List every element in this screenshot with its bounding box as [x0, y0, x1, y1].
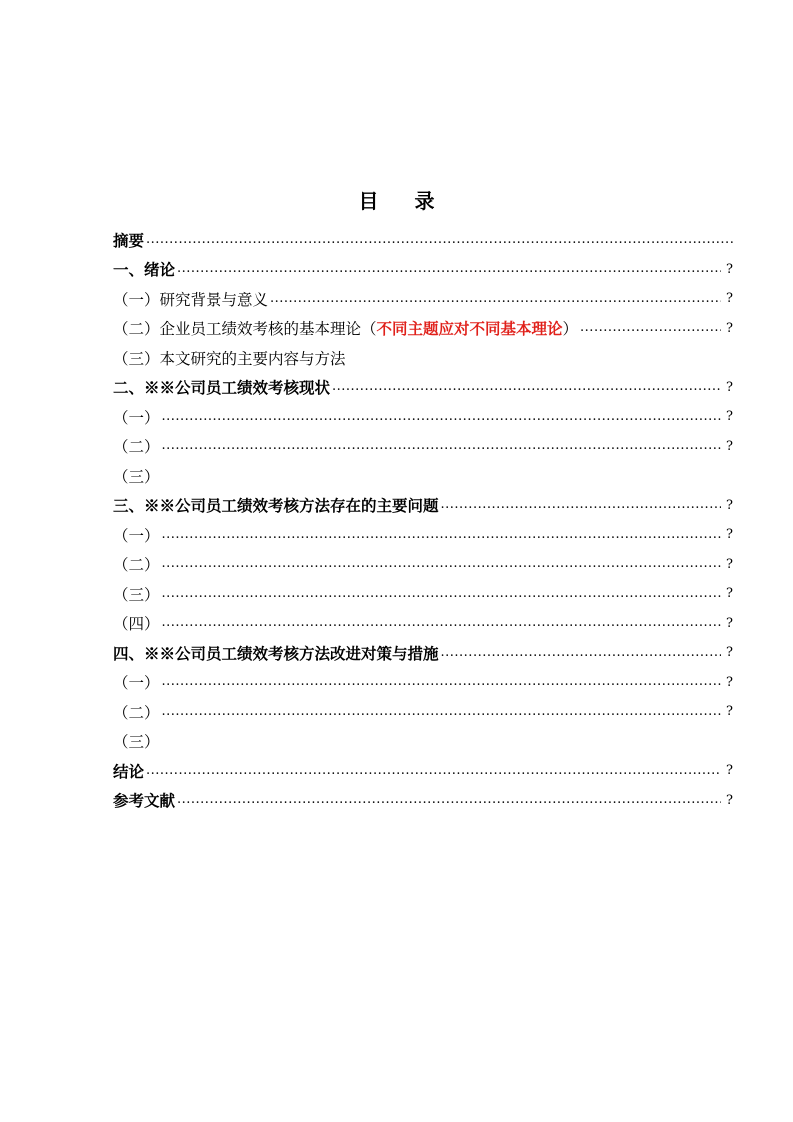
- dot-leader: [332, 378, 721, 394]
- toc-entry-text: [113, 671, 160, 693]
- toc-page-number: ?: [726, 527, 733, 543]
- dot-leader: [162, 555, 721, 571]
- toc-entry[interactable]: [113, 638, 733, 668]
- toc-page-number: ?: [726, 291, 733, 307]
- toc-entry-label: （三）本文研究的主要内容与方法: [113, 349, 346, 368]
- table-of-contents: [113, 225, 733, 815]
- toc-entry-label: 参考文献: [113, 791, 176, 811]
- toc-entry-label: （二）: [113, 703, 160, 722]
- toc-title: [0, 185, 793, 214]
- toc-entry-text: [113, 465, 160, 487]
- toc-entry-label: （一）: [113, 674, 160, 693]
- toc-entry-label: 摘要: [113, 230, 145, 250]
- dot-leader: [441, 643, 721, 659]
- toc-page-number: ?: [726, 763, 733, 779]
- toc-entry-highlight: 不同主题应对不同基本理论: [376, 319, 563, 339]
- dot-leader: [162, 702, 721, 718]
- toc-page-number: ?: [726, 379, 733, 395]
- toc-entry-label: （一）研究背景与意义: [113, 290, 269, 309]
- toc-entry-text: [113, 553, 160, 575]
- toc-entry-label: （四）: [113, 615, 160, 634]
- toc-entry-label: （三）: [113, 467, 160, 486]
- toc-entry-text: [113, 789, 175, 811]
- toc-entry[interactable]: [113, 314, 733, 344]
- toc-entry-text: [113, 229, 144, 251]
- toc-entry[interactable]: [113, 284, 733, 314]
- toc-page-number: ?: [726, 674, 733, 690]
- toc-entry[interactable]: [113, 373, 733, 403]
- dot-leader: [146, 230, 733, 246]
- toc-entry-suffix: ）: [562, 320, 579, 339]
- toc-page-number: ?: [726, 586, 733, 602]
- dot-leader: [580, 319, 721, 335]
- toc-entry[interactable]: [113, 343, 733, 373]
- toc-entry[interactable]: [113, 520, 733, 550]
- toc-entry-label: （二）: [113, 438, 160, 457]
- toc-title-char-2: 录: [414, 189, 435, 213]
- toc-entry-label: 二、※※公司员工绩效考核现状: [113, 378, 331, 398]
- toc-entry-text: [113, 435, 160, 457]
- dot-leader: [162, 437, 721, 453]
- toc-entry-text: [113, 642, 439, 664]
- toc-entry[interactable]: [113, 786, 733, 816]
- toc-entry[interactable]: [113, 225, 733, 255]
- toc-entry-label: （一）: [113, 526, 160, 545]
- toc-entry-text: [113, 524, 160, 546]
- dot-leader: [441, 496, 721, 512]
- toc-entry-label: （二）企业员工绩效考核的基本理论（: [113, 320, 377, 339]
- toc-page-number: ?: [726, 261, 733, 277]
- toc-entry[interactable]: [113, 756, 733, 786]
- toc-entry[interactable]: [113, 255, 733, 285]
- toc-entry-text: [113, 376, 330, 398]
- toc-entry-label: 四、※※公司员工绩效考核方法改进对策与措施: [113, 643, 439, 663]
- toc-page-number: ?: [726, 615, 733, 631]
- toc-entry-text: [113, 288, 268, 310]
- toc-entry[interactable]: [113, 609, 733, 639]
- toc-entry-label: 三、※※公司员工绩效考核方法存在的主要问题: [113, 496, 439, 516]
- toc-entry-label: 结论: [113, 761, 145, 781]
- toc-entry[interactable]: [113, 491, 733, 521]
- dot-leader: [162, 584, 721, 600]
- toc-page-number: ?: [726, 556, 733, 572]
- toc-page-number: ?: [726, 438, 733, 454]
- toc-entry-label: （二）: [113, 556, 160, 575]
- toc-page-number: ?: [726, 320, 733, 336]
- toc-entry-text: [113, 701, 160, 723]
- dot-leader: [177, 260, 721, 276]
- dot-leader: [162, 673, 721, 689]
- toc-entry-text: [113, 583, 160, 605]
- toc-entry-label: （一）: [113, 408, 160, 427]
- toc-page-number: ?: [726, 645, 733, 661]
- dot-leader: [162, 407, 721, 423]
- toc-entry-text: [113, 494, 439, 516]
- dot-leader: [162, 525, 721, 541]
- toc-page-number: ?: [726, 497, 733, 513]
- toc-entry[interactable]: [113, 579, 733, 609]
- toc-entry-text: [113, 406, 160, 428]
- toc-entry[interactable]: [113, 697, 733, 727]
- toc-entry[interactable]: [113, 727, 733, 757]
- toc-page-number: ?: [726, 409, 733, 425]
- toc-entry-text: [113, 730, 160, 752]
- toc-entry-label: （三）: [113, 733, 160, 752]
- dot-leader: [146, 761, 721, 777]
- toc-entry-label: 一、绪论: [113, 260, 176, 280]
- toc-entry[interactable]: [113, 402, 733, 432]
- toc-page-number: ?: [726, 704, 733, 720]
- toc-entry[interactable]: [113, 668, 733, 698]
- toc-title-char-1: 目: [358, 189, 379, 213]
- dot-leader: [270, 289, 721, 305]
- toc-entry-text: [113, 258, 175, 280]
- toc-entry[interactable]: [113, 432, 733, 462]
- toc-entry-text: [113, 347, 346, 369]
- toc-entry-text: [113, 612, 160, 634]
- dot-leader: [162, 614, 721, 630]
- toc-entry-text: [113, 317, 578, 339]
- toc-page-number: ?: [726, 792, 733, 808]
- dot-leader: [177, 791, 721, 807]
- toc-entry[interactable]: [113, 550, 733, 580]
- toc-entry-text: [113, 760, 144, 782]
- toc-entry[interactable]: [113, 461, 733, 491]
- toc-entry-label: （三）: [113, 585, 160, 604]
